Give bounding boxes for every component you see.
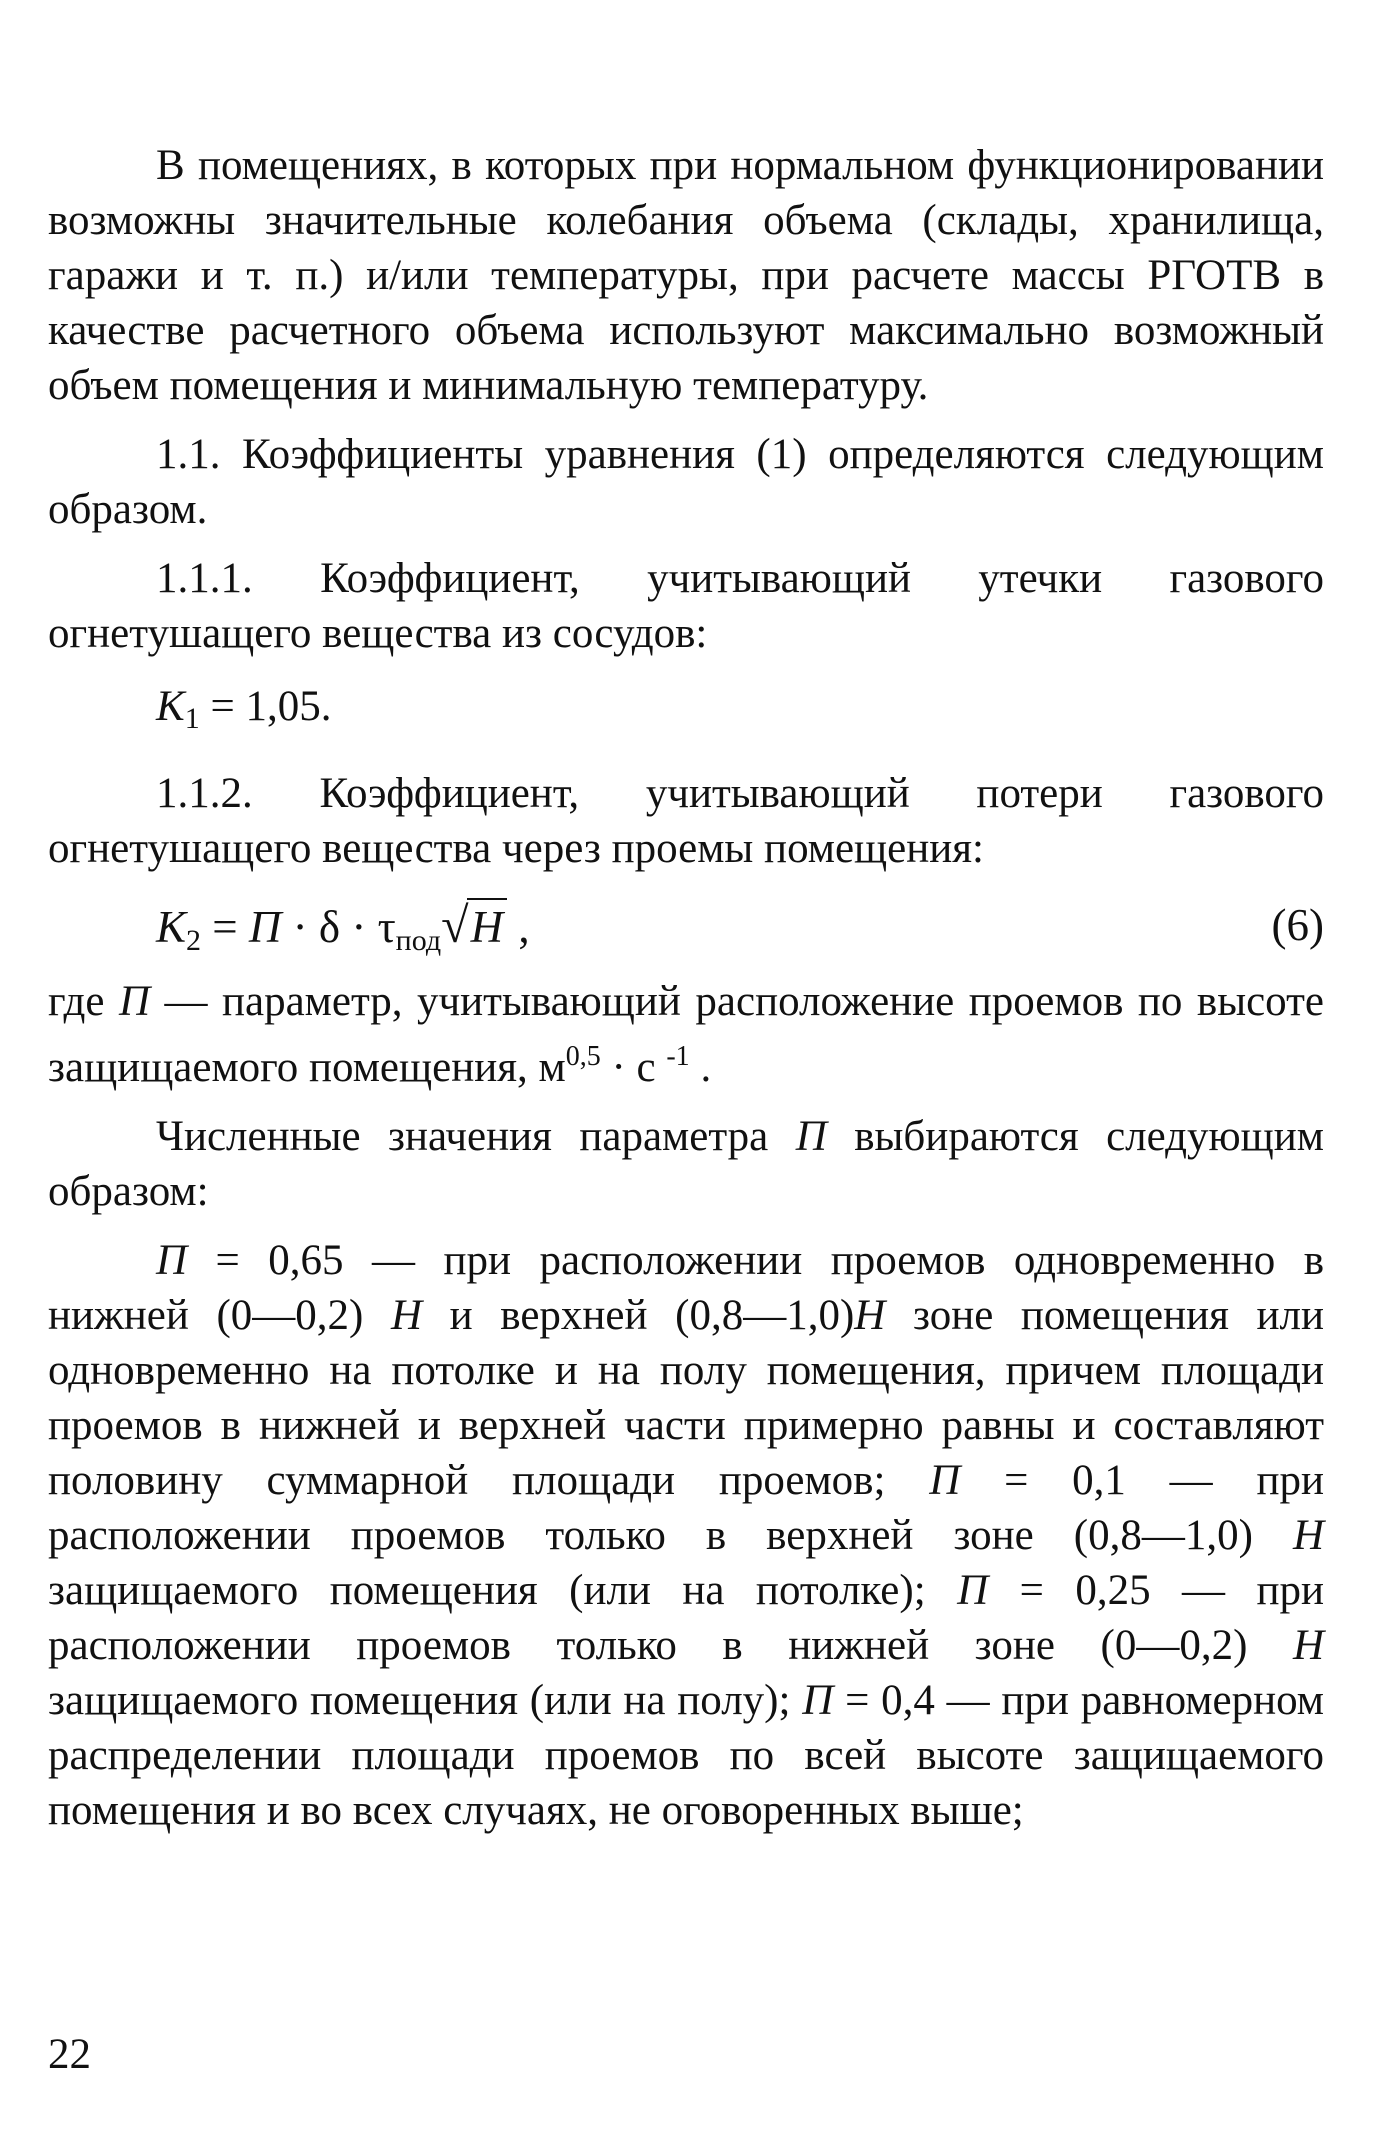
formula-6 — [48, 888, 1324, 974]
paragraph-parameter-values: П = 0,65 — при расположении проемов одновременно в нижней (0—0,2) H и верхней (0,8—1,0)H зоне помещения или одновременно на потолке и на полу помещения, причем площади проемов в нижней и верхней части примерно равны и составляют половину суммарной площади проемов; П = 0,1 — при расположении проемов только в верхней зоне (0,8—1,0) H защищаемого помещения (или на потолке); П = 0,25 — при расположении проемов только в нижней зоне (0—0,2) H защищаемого помещения (или на полу); П = 0,4 — при равномерном распределении площади проемов по всей высоте защищаемого помещения и во всех случаях, не оговоренных выше; — [48, 1237, 1325, 1834]
formula-k1: $K_1 = 1,05$. — [156, 683, 332, 735]
paragraph-where: где П — параметр, учитывающий расположение проемов по высоте защищаемого помещения, $м^{0,5} \cdot с$ $^{-1}$ . — [48, 978, 1324, 1091]
sqrt-icon: √ — [441, 897, 469, 953]
paragraph-intro: В помещениях, в которых при нормальном функционировании возможны значительные колебания объема (склады, хранилища, гаражи и т. п.) и/или температуры, при расчете массы РГОТВ в качестве расчетного объема используют максимально возможный объем помещения и минимальную температуру. — [48, 142, 1324, 409]
page-number: 22 — [48, 2031, 91, 2078]
formula-6-expression: $K_2 = П \cdot \delta \cdot \tau_{под}√H$ , — [156, 897, 530, 957]
formula-6-number: (6) — [1271, 900, 1324, 950]
paragraph-1-1: 1.1. Коэффициенты уравнения (1) определяются следующим образом. — [48, 431, 1324, 533]
page-body — [48, 138, 1324, 1838]
paragraph-1-1-2: 1.1.2. Коэффициент, учитывающий потери газового огнетушащего вещества через проемы помещения: — [48, 770, 1324, 872]
paragraph-1-1-1: 1.1.1. Коэффициент, учитывающий утечки газового огнетушащего вещества из сосудов: — [48, 555, 1324, 657]
paragraph-numeric-values: Численные значения параметра П выбираются следующим образом: — [48, 1113, 1324, 1215]
